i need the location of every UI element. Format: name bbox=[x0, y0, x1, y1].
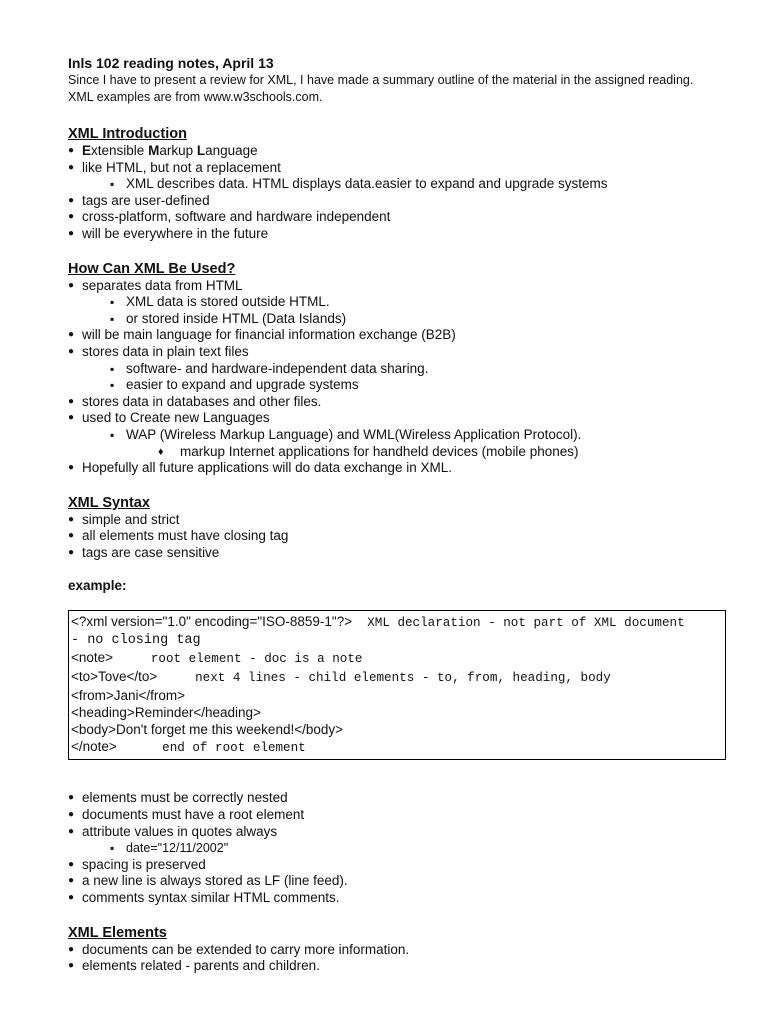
elements-list bbox=[68, 942, 738, 975]
code-line: <heading>Reminder</heading> bbox=[71, 705, 261, 721]
list-item: ● documents must have a root element bbox=[68, 807, 738, 824]
list-item: ♦ markup Internet applications for handheld devices (mobile phones) bbox=[68, 444, 738, 461]
list-item: ● cross-platform, software and hardware independent bbox=[68, 209, 738, 226]
list-item: ● a new line is always stored as LF (line feed). bbox=[68, 873, 738, 890]
list-item: ● elements related - parents and children. bbox=[68, 958, 738, 975]
section-heading-xml-elements: XML Elements bbox=[68, 924, 167, 941]
list-item: ▪ or stored inside HTML (Data Islands) bbox=[68, 311, 738, 328]
list-item: ● used to Create new Languages bbox=[68, 410, 738, 427]
list-item: ● comments syntax similar HTML comments. bbox=[68, 890, 738, 907]
document-page bbox=[68, 55, 738, 975]
syntax-rules-list bbox=[68, 790, 738, 906]
code-line: <from>Jani</from> bbox=[71, 688, 186, 704]
list-item: ● like HTML, but not a replacement bbox=[68, 160, 738, 177]
syntax-list bbox=[68, 512, 738, 562]
list-item: ● spacing is preserved bbox=[68, 857, 738, 874]
example-label: example: bbox=[68, 578, 127, 594]
xml-example-box bbox=[68, 610, 726, 760]
list-item: ● will be main language for financial information exchange (B2B) bbox=[68, 327, 738, 344]
list-item: ● simple and strict bbox=[68, 512, 738, 529]
page-title: Inls 102 reading notes, April 13 bbox=[68, 55, 274, 71]
list-item: ● documents can be extended to carry more information. bbox=[68, 942, 738, 959]
code-line: - no closing tag bbox=[71, 633, 201, 649]
section-heading-xml-introduction: XML Introduction bbox=[68, 126, 187, 142]
code-line: <to>Tove</to> next 4 lines - child elements - to, from, heading, body bbox=[71, 669, 611, 686]
list-item: ● attribute values in quotes always bbox=[68, 824, 738, 841]
code-line: <?xml version="1.0" encoding="ISO-8859-1"?> XML declaration - not part of XML document bbox=[71, 614, 685, 631]
code-line: </note> end of root element bbox=[71, 739, 306, 756]
list-item: ● tags are user-defined bbox=[68, 193, 738, 210]
list-item: ● Extensible Markup Language bbox=[68, 143, 738, 160]
intro-list bbox=[68, 143, 738, 243]
intro-line-2: XML examples are from www.w3schools.com. bbox=[68, 90, 323, 104]
list-item: ▪ easier to expand and upgrade systems bbox=[68, 377, 738, 394]
list-item: ● all elements must have closing tag bbox=[68, 528, 738, 545]
list-item: ● will be everywhere in the future bbox=[68, 226, 738, 243]
section-heading-xml-syntax: XML Syntax bbox=[68, 494, 150, 511]
list-item: ● stores data in databases and other files. bbox=[68, 394, 738, 411]
list-item: ● stores data in plain text files bbox=[68, 344, 738, 361]
list-item: ▪ software- and hardware-independent data sharing. bbox=[68, 361, 738, 378]
section-heading-how-can-xml-be-used: How Can XML Be Used? bbox=[68, 260, 236, 277]
list-item: ● elements must be correctly nested bbox=[68, 790, 738, 807]
code-line: <body>Don't forget me this weekend!</body> bbox=[71, 722, 344, 738]
list-item: ▪ XML describes data. HTML displays data.easier to expand and upgrade systems bbox=[68, 176, 738, 193]
list-item: ● tags are case sensitive bbox=[68, 545, 738, 562]
list-item: ▪ date="12/11/2002" bbox=[68, 840, 738, 857]
list-item: ● Hopefully all future applications will do data exchange in XML. bbox=[68, 460, 738, 477]
list-item: ● separates data from HTML bbox=[68, 278, 738, 295]
list-item: ▪ XML data is stored outside HTML. bbox=[68, 294, 738, 311]
code-line: <note> root element - doc is a note bbox=[71, 650, 363, 667]
usage-list bbox=[68, 278, 738, 477]
list-item: ▪ WAP (Wireless Markup Language) and WML(Wireless Application Protocol). bbox=[68, 427, 738, 444]
intro-line-1: Since I have to present a review for XML, I have made a summary outline of the material in the assigned reading. bbox=[68, 73, 694, 87]
